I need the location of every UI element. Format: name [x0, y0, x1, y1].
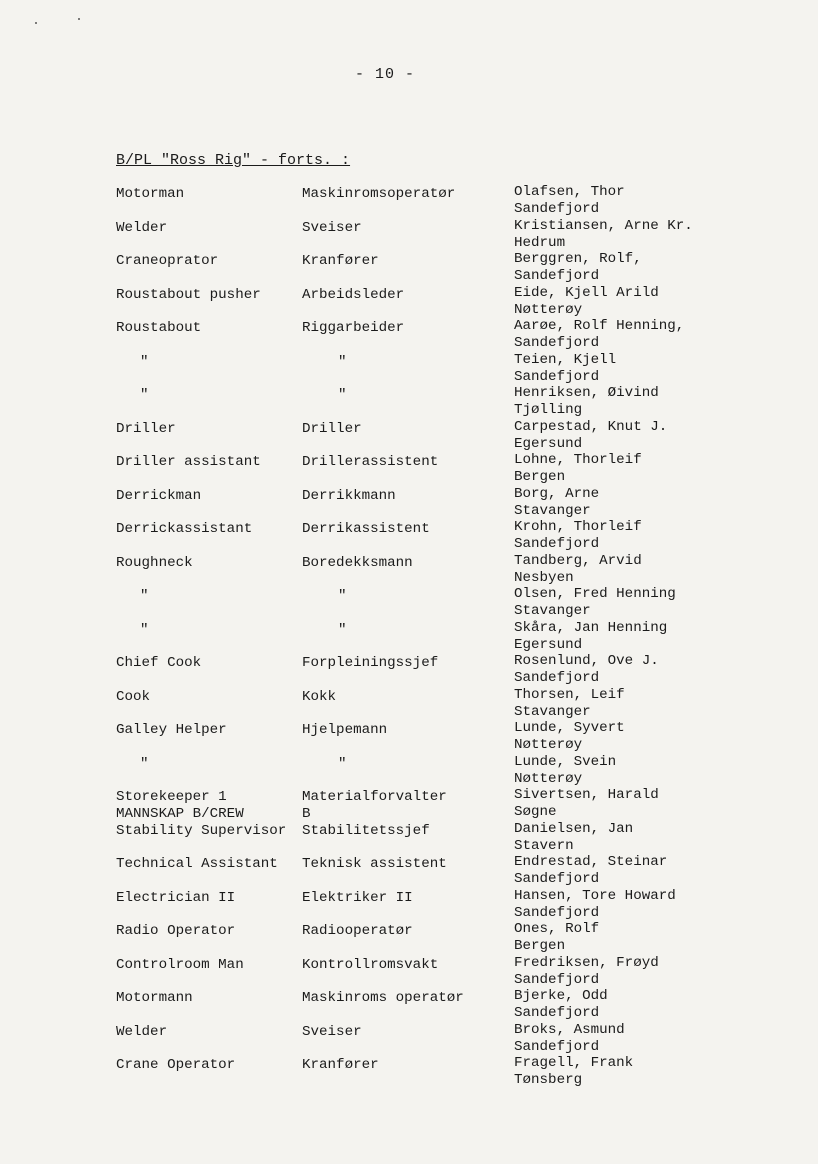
- position-english: Derrickassistant: [116, 521, 253, 537]
- member-hometown: Stavanger: [514, 703, 591, 720]
- position-norwegian: Maskinroms operatør: [302, 990, 464, 1006]
- roster-row: [0, 1022, 818, 1056]
- roster-row: [0, 720, 818, 754]
- position-norwegian: Sveiser: [302, 219, 362, 236]
- member-name: Borg, Arne: [514, 485, 600, 502]
- position-english: Technical Assistant: [116, 856, 278, 872]
- position-english: Welder: [116, 219, 168, 236]
- crew-member: [514, 251, 642, 285]
- member-name: Skåra, Jan Henning: [514, 619, 668, 636]
- crew-member: [514, 955, 659, 989]
- roster-row: [0, 553, 818, 587]
- crew-member: [514, 720, 625, 754]
- roster-row: [0, 586, 818, 620]
- member-hometown: Sandefjord: [514, 201, 600, 217]
- position-norwegian: ": [338, 621, 347, 638]
- member-hometown: Stavern: [514, 837, 574, 854]
- crew-member: [514, 419, 667, 453]
- crew-member: [514, 988, 608, 1022]
- roster-row: [0, 955, 818, 989]
- roster-row: [0, 787, 818, 821]
- member-hometown: Hedrum: [514, 234, 566, 251]
- crew-member: [514, 1055, 633, 1089]
- member-hometown: Sandefjord: [514, 1005, 600, 1021]
- member-hometown: Sandefjord: [514, 368, 600, 385]
- roster-row: [0, 184, 818, 218]
- position-english: Cook: [116, 688, 151, 705]
- crew-member: [514, 653, 659, 687]
- roster-row: [0, 821, 818, 855]
- position-norwegian: Sveiser: [302, 1023, 362, 1040]
- roster-row: [0, 888, 818, 922]
- position-english: Radio Operator: [116, 923, 236, 939]
- crew-member: [514, 218, 693, 252]
- member-hometown: Nøtterøy: [514, 301, 583, 318]
- member-name: Ones, Rolf: [514, 921, 600, 937]
- roster-row: [0, 519, 818, 553]
- crew-roster: [0, 184, 818, 1089]
- position-norwegian: Kontrollromsvakt: [302, 956, 439, 973]
- roster-row: [0, 620, 818, 654]
- member-hometown: Sandefjord: [514, 871, 600, 887]
- member-hometown: Egersund: [514, 636, 583, 653]
- member-hometown: Sandefjord: [514, 971, 600, 988]
- roster-row: [0, 486, 818, 520]
- position-english: Galley Helper: [116, 722, 227, 738]
- roster-row: [0, 419, 818, 453]
- position-norwegian: ": [338, 755, 347, 772]
- crew-member: [514, 184, 625, 218]
- member-hometown: Sandefjord: [514, 1038, 600, 1055]
- member-name: Carpestad, Knut J.: [514, 418, 668, 435]
- position-english: ": [140, 588, 149, 604]
- position-norwegian: Teknisk assistent: [302, 856, 447, 872]
- member-name: Lunde, Svein: [514, 753, 617, 770]
- member-name: Krohn, Thorleif: [514, 519, 642, 535]
- position-norwegian: Arbeidsleder: [302, 286, 405, 303]
- member-name: Lohne, Thorleif: [514, 452, 642, 468]
- member-name: Eide, Kjell Arild: [514, 284, 659, 301]
- position-english: Derrickman: [116, 487, 202, 504]
- roster-row: [0, 285, 818, 319]
- member-hometown: Søgne: [514, 804, 557, 820]
- member-hometown: Stavanger: [514, 502, 591, 519]
- position-english: Crane Operator: [116, 1057, 236, 1073]
- roster-row: [0, 251, 818, 285]
- position-english: ": [140, 353, 149, 370]
- roster-row: [0, 854, 818, 888]
- position-norwegian: Kokk: [302, 688, 337, 705]
- position-english: Roustabout: [116, 320, 202, 336]
- position-norwegian: Kranfører: [302, 1057, 379, 1073]
- member-hometown: Sandefjord: [514, 904, 600, 921]
- member-hometown: Tønsberg: [514, 1072, 583, 1088]
- position-norwegian: ": [338, 353, 347, 370]
- member-hometown: Sandefjord: [514, 670, 600, 686]
- position-norwegian: Derrikkmann: [302, 487, 396, 504]
- position-english: Storekeeper 1: [116, 789, 227, 805]
- roster-row: [0, 653, 818, 687]
- member-name: Sivertsen, Harald: [514, 787, 659, 803]
- position-norwegian: Driller: [302, 420, 362, 437]
- member-name: Danielsen, Jan: [514, 820, 634, 837]
- member-name: Hansen, Tore Howard: [514, 887, 676, 904]
- scan-speck: [78, 18, 80, 20]
- position-norwegian: Drillerassistent: [302, 454, 439, 470]
- roster-row: [0, 754, 818, 788]
- position-english: ": [140, 621, 149, 638]
- position-english: Welder: [116, 1023, 168, 1040]
- section-heading: B/PL "Ross Rig" - forts. :: [116, 152, 351, 169]
- position-english: Stability Supervisor: [116, 822, 287, 839]
- roster-row: [0, 1055, 818, 1089]
- member-hometown: Stavanger: [514, 603, 591, 619]
- position-english: Motorman: [116, 186, 185, 202]
- member-name: Bjerke, Odd: [514, 988, 608, 1004]
- member-name: Teien, Kjell: [514, 351, 617, 368]
- position-norwegian: Riggarbeider: [302, 320, 405, 336]
- crew-group-label-norwegian: B: [302, 806, 311, 822]
- crew-member: [514, 754, 616, 788]
- member-name: Olafsen, Thor: [514, 184, 625, 200]
- crew-member: [514, 285, 659, 319]
- position-norwegian: Boredekksmann: [302, 554, 413, 571]
- crew-member: [514, 620, 667, 654]
- position-norwegian: Derrikassistent: [302, 521, 430, 537]
- roster-row: [0, 988, 818, 1022]
- member-hometown: Bergen: [514, 938, 566, 954]
- member-name: Aarøe, Rolf Henning,: [514, 318, 685, 334]
- roster-row: [0, 318, 818, 352]
- crew-member: [514, 1022, 625, 1056]
- position-english: Driller assistant: [116, 454, 261, 470]
- position-norwegian: ": [338, 387, 347, 403]
- roster-row: [0, 385, 818, 419]
- position-english: Electrician II: [116, 889, 236, 906]
- roster-row: [0, 352, 818, 386]
- crew-member: [514, 352, 616, 386]
- crew-member: [514, 787, 659, 821]
- position-english: Controlroom Man: [116, 956, 244, 973]
- member-name: Kristiansen, Arne Kr.: [514, 217, 693, 234]
- member-hometown: Tjølling: [514, 402, 583, 418]
- crew-member: [514, 553, 642, 587]
- position-norwegian: Maskinromsoperatør: [302, 186, 456, 202]
- position-norwegian: ": [338, 588, 347, 604]
- position-norwegian: Kranfører: [302, 253, 379, 269]
- position-norwegian: Materialforvalter: [302, 789, 447, 805]
- roster-row: [0, 452, 818, 486]
- position-english: Chief Cook: [116, 655, 202, 671]
- crew-member: [514, 888, 676, 922]
- member-name: Berggren, Rolf,: [514, 251, 642, 267]
- member-name: Olsen, Fred Henning: [514, 586, 676, 602]
- member-hometown: Nesbyen: [514, 569, 574, 586]
- page-number: - 10 -: [354, 66, 415, 83]
- member-name: Broks, Asmund: [514, 1021, 625, 1038]
- roster-row: [0, 218, 818, 252]
- member-hometown: Egersund: [514, 435, 583, 452]
- position-english: Roughneck: [116, 554, 193, 571]
- crew-member: [514, 519, 642, 553]
- position-norwegian: Elektriker II: [302, 889, 413, 906]
- crew-group-label: MANNSKAP B/CREW: [116, 806, 244, 822]
- member-name: Rosenlund, Ove J.: [514, 653, 659, 669]
- position-english: ": [140, 755, 149, 772]
- member-hometown: Sandefjord: [514, 335, 600, 351]
- crew-member: [514, 385, 659, 419]
- crew-member: [514, 452, 642, 486]
- member-name: Thorsen, Leif: [514, 686, 625, 703]
- scan-speck: [35, 22, 37, 24]
- member-hometown: Sandefjord: [514, 268, 600, 284]
- member-hometown: Bergen: [514, 469, 566, 485]
- roster-row: [0, 687, 818, 721]
- crew-member: [514, 318, 684, 352]
- member-name: Henriksen, Øivind: [514, 385, 659, 401]
- member-hometown: Nøtterøy: [514, 737, 583, 753]
- position-english: Roustabout pusher: [116, 286, 261, 303]
- crew-member: [514, 486, 599, 520]
- crew-member: [514, 586, 676, 620]
- crew-member: [514, 854, 667, 888]
- position-norwegian: Hjelpemann: [302, 722, 388, 738]
- crew-member: [514, 921, 599, 955]
- position-english: Driller: [116, 420, 176, 437]
- member-name: Fredriksen, Frøyd: [514, 954, 659, 971]
- roster-row: [0, 921, 818, 955]
- member-name: Endrestad, Steinar: [514, 854, 668, 870]
- position-norwegian: Radiooperatør: [302, 923, 413, 939]
- member-name: Fragell, Frank: [514, 1055, 634, 1071]
- member-hometown: Sandefjord: [514, 536, 600, 552]
- position-english: ": [140, 387, 149, 403]
- member-hometown: Nøtterøy: [514, 770, 583, 787]
- position-english: Craneoprator: [116, 253, 219, 269]
- crew-member: [514, 821, 633, 855]
- crew-member: [514, 687, 625, 721]
- member-name: Lunde, Syvert: [514, 720, 625, 736]
- position-norwegian: Forpleiningssjef: [302, 655, 439, 671]
- position-english: Motormann: [116, 990, 193, 1006]
- member-name: Tandberg, Arvid: [514, 552, 642, 569]
- position-norwegian: Stabilitetssjef: [302, 822, 430, 839]
